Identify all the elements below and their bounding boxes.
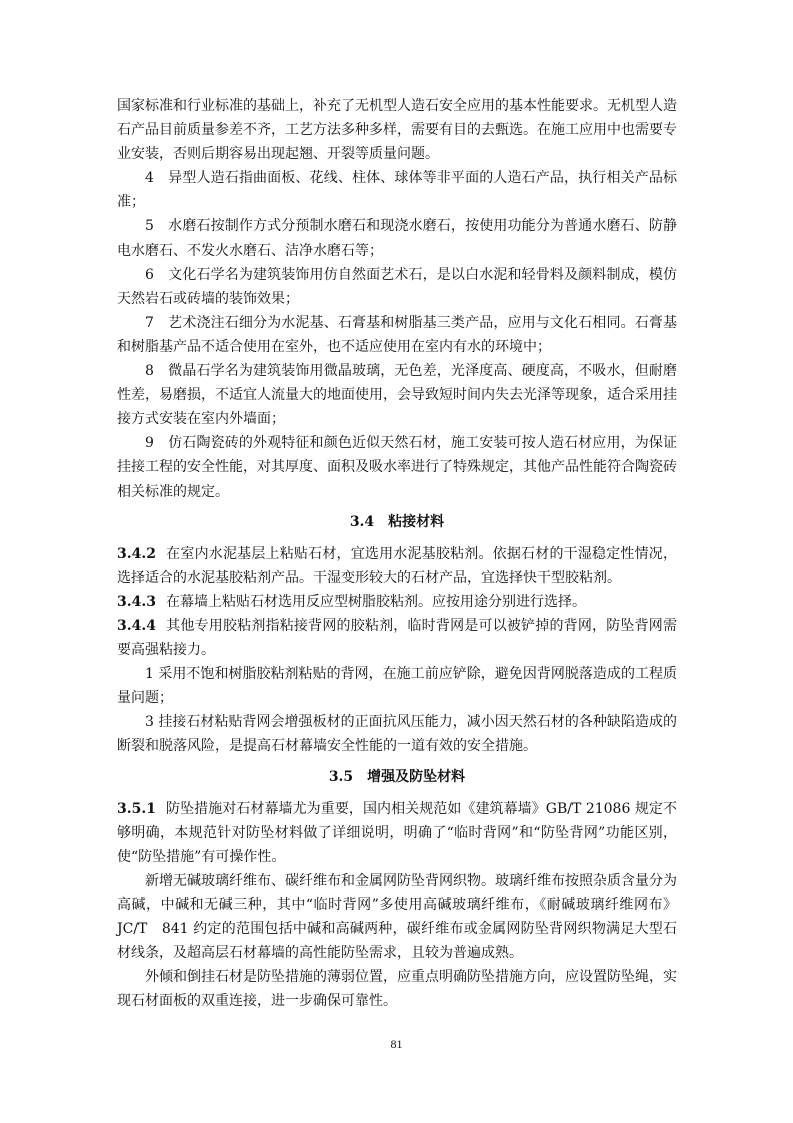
clause-number: 3.4.4 [117,617,156,634]
page-number: 81 [390,1037,403,1051]
section-heading-3-4: 3.4 粘接材料 [349,513,445,530]
clause-3-4-2 [117,542,677,590]
clause-text: 在室内水泥基层上粘贴石材，宜选用水泥基胶粘剂。依据石材的干湿稳定性情况，选择适合的水泥基胶粘剂产品。干湿变形较大的石材产品，宜选择快干型胶粘剂。 [117,545,677,586]
paragraph-fall-protection: 外倾和倒挂石材是防坠措施的薄弱位置，应重点明确防坠措施方向，应设置防坠绳，实现石材面板的双重连接，进一步确保可靠性。 [117,969,677,1010]
list-item-8: 8 微晶石学名为建筑装饰用微晶玻璃，无色差，光泽度高、硬度高，不吸水，但耐磨性差，易磨损，不适宜人流量大的地面使用，会导致短时间内失去光泽等现象，适合采用挂接方式安装在室内外墙面； [117,363,677,428]
clause-number: 3.4.2 [117,545,156,562]
clause-text: 在幕墙上粘贴石材选用反应型树脂胶粘剂。应按用途分别进行选择。 [165,593,586,610]
clause-3-4-3 [117,590,677,614]
list-item-5: 5 水磨石按制作方式分预制水磨石和现浇水磨石，按使用功能分为普通水磨石、防静电水磨石、不发火水磨石、洁净水磨石等； [117,218,677,259]
clause-number: 3.4.3 [117,593,156,610]
list-item-9: 9 仿石陶瓷砖的外观特征和颜色近似天然石材，施工安装可按人造石材应用，为保证挂接工程的安全性能，对其厚度、面积及吸水率进行了特殊规定，其他产品性能符合陶瓷砖相关标准的规定。 [117,435,677,500]
clause-number: 3.5.1 [117,800,156,817]
clause-3-5-1 [117,797,677,869]
list-item-3: 3 挂接石材粘贴背网会增强板材的正面抗风压能力，减小因天然石材的各种缺陷造成的断裂和脱落风险，是提高石材幕墙安全性能的一道有效的安全措施。 [117,714,677,755]
list-item-1: 1 采用不饱和树脂胶粘剂粘贴的背网，在施工前应铲除，避免因背网脱落造成的工程质量问题； [117,666,677,707]
paragraph-new-materials: 新增无碱玻璃纤维布、碳纤维布和金属网防坠背网织物。玻璃纤维布按照杂质含量分为高碱，中碱和无碱三种，其中“临时背网”多使用高碱玻璃纤维布，《耐碱玻璃纤维网布》JC/T 841 约定的范围包括中碱和高碱两种，碳纤维布或金属网防坠背网织物满足大型石材线条，及超高层石材幕墙的高性能防坠需求，且较为普遍成熟。 [117,872,677,962]
clause-text: 防坠措施对石材幕墙尤为重要，国内相关规范如《建筑幕墙》GB/T 21086 规定不够明确，本规范针对防坠材料做了详细说明，明确了“临时背网”和“防坠背网”功能区别，使“防坠措施”有可操作性。 [117,800,677,865]
list-item-6: 6 文化石学名为建筑装饰用仿自然面艺术石，是以白水泥和轻骨料及颜料制成，模仿天然岩石或砖墙的装饰效果； [117,266,677,307]
clause-text: 其他专用胶粘剂指粘接背网的胶粘剂，临时背网是可以被铲掉的背网，防坠背网需要高强粘接力。 [117,617,677,659]
paragraph-intro: 国家标准和行业标准的基础上，补充了无机型人造石安全应用的基本性能要求。无机型人造石产品目前质量参差不齐，工艺方法多种多样，需要有目的去甄选。在施工应用中也需要专业安装，否则后期容易出现起翘、开裂等质量问题。 [117,98,677,163]
section-heading-3-5: 3.5 增强及防坠材料 [328,768,466,785]
page-content [117,94,677,1013]
list-item-7: 7 艺术浇注石细分为水泥基、石膏基和树脂基三类产品，应用与文化石相同。石膏基和树脂基产品不适合使用在室外，也不适应使用在室内有水的环境中； [117,314,677,355]
list-item-4: 4 异型人造石指曲面板、花线、柱体、球体等非平面的人造石产品，执行相关产品标准； [117,170,677,211]
clause-3-4-4 [117,614,677,662]
